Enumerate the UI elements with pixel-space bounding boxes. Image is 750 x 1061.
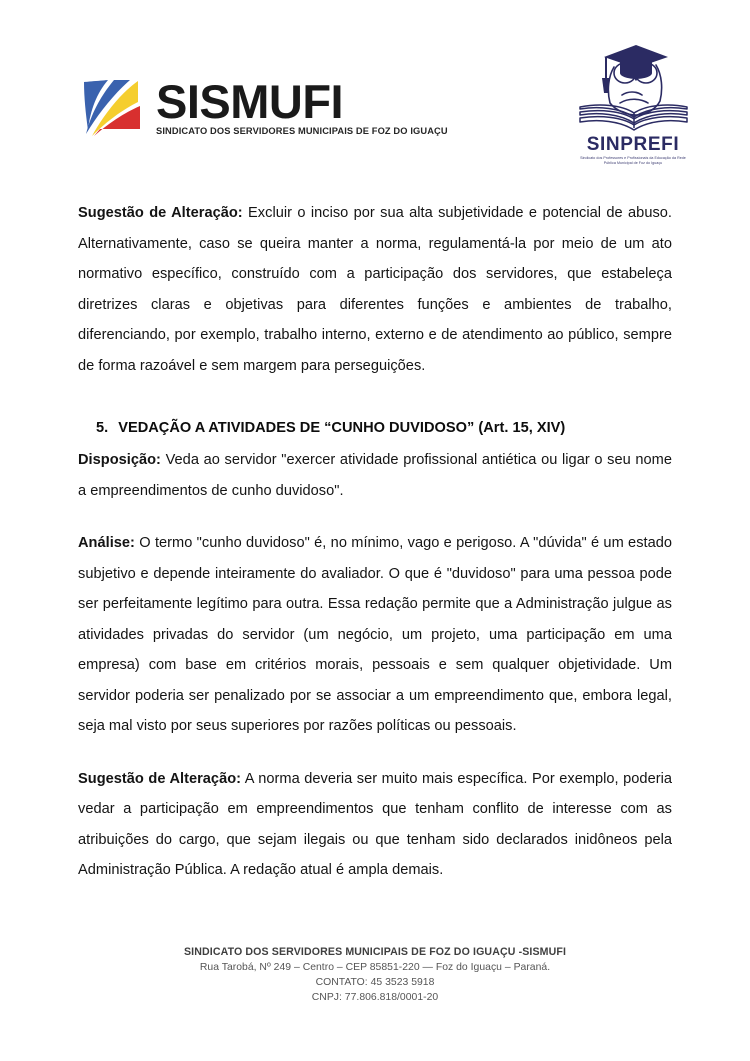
document-header [0, 0, 750, 182]
spacer [78, 742, 672, 764]
sinprefi-subtitle: Sindicato dos Professores e Profissionais da Educação da Rede Pública Municipal de Foz do Iguaçu [580, 156, 686, 166]
paragraph-sugestao-alteracao-2 [78, 764, 672, 886]
paragraph-lead-label: Disposição: [78, 452, 161, 468]
sismufi-name: SISMUFI [156, 74, 344, 128]
paragraph-text: A norma deveria ser muito mais específica. Por exemplo, poderia vedar a participação em empreendimentos que tenham conflito de interesse com as atribuições do cargo, que sejam ilegais ou que tenham sido declarados inidôneos pela Administração Pública. A redação atual é ampla demais. [78, 770, 672, 878]
footer-contact: CONTATO: 45 3523 5918 [315, 977, 435, 988]
sinprefi-owl-on-book-icon [574, 33, 692, 137]
spacer [78, 506, 672, 528]
section-title: VEDAÇÃO A ATIVIDADES DE “CUNHO DUVIDOSO” (Art. 15, XIV) [118, 420, 566, 436]
section-heading-5 [96, 413, 672, 443]
paragraph-text: Excluir o inciso por sua alta subjetividade e potencial de abuso. Alternativamente, caso se queira manter a norma, regulamentá-la por meio de um ato normativo específico, construído com a participação dos servidores, que estabeleça diretrizes claras e objetivas para diferentes funções e ambientes de trabalho, diferenciando, por exemplo, trabalho interno, externo e de atendimento ao público, sempre de forma razoável e sem margem para perseguições. [78, 205, 672, 374]
sismufi-logo [78, 72, 448, 138]
paragraph-disposicao [78, 445, 672, 506]
sismufi-logo-mark-icon [78, 72, 150, 138]
document-body [78, 198, 672, 886]
footer-organization-name: SINDICATO DOS SERVIDORES MUNICIPAIS DE FOZ DO IGUAÇU -SISMUFI [183, 946, 567, 958]
sinprefi-name: SINPREFI [586, 134, 680, 155]
sismufi-wordmark [156, 74, 448, 138]
sismufi-tagline: SINDICATO DOS SERVIDORES MUNICIPAIS DE FOZ DO IGUAÇU [156, 126, 448, 136]
paragraph-text: O termo "cunho duvidoso" é, no mínimo, vago e perigoso. A "dúvida" é um estado subjetivo e depende inteiramente do avaliador. O que é "duvidoso" para uma pessoa pode ser perfeitamente legítimo para outra. Essa redação permite que a Administração julgue as atividades privadas do servidor (um negócio, um projeto, uma participação em uma empresa) com base em critérios morais, pessoais e sem qualquer objetividade. Um servidor poderia ser penalizado por se associar a um empreendimento que, embora legal, seja mal visto por seus superiores por razões políticas ou pessoais. [78, 535, 672, 734]
footer-address: Rua Tarobá, Nº 249 – Centro – CEP 85851-220 — Foz do Iguaçu – Paraná. [199, 962, 551, 973]
footer-cnpj: CNPJ: 77.806.818/0001-20 [311, 992, 439, 1003]
section-number: 5. [96, 420, 109, 436]
paragraph-lead-label: Análise: [78, 535, 135, 551]
paragraph-lead-label: Sugestão de Alteração: [78, 770, 242, 787]
paragraph-lead-label: Sugestão de Alteração: [78, 205, 243, 221]
paragraph-text: Veda ao servidor "exercer atividade profissional antiética ou ligar o seu nome a empreendimentos de cunho duvidoso". [78, 452, 672, 499]
document-footer [0, 945, 750, 1005]
paragraph-analise [78, 528, 672, 742]
spacer [78, 381, 672, 413]
sinprefi-logo [574, 33, 692, 166]
paragraph-sugestao-alteracao-1 [78, 198, 672, 381]
